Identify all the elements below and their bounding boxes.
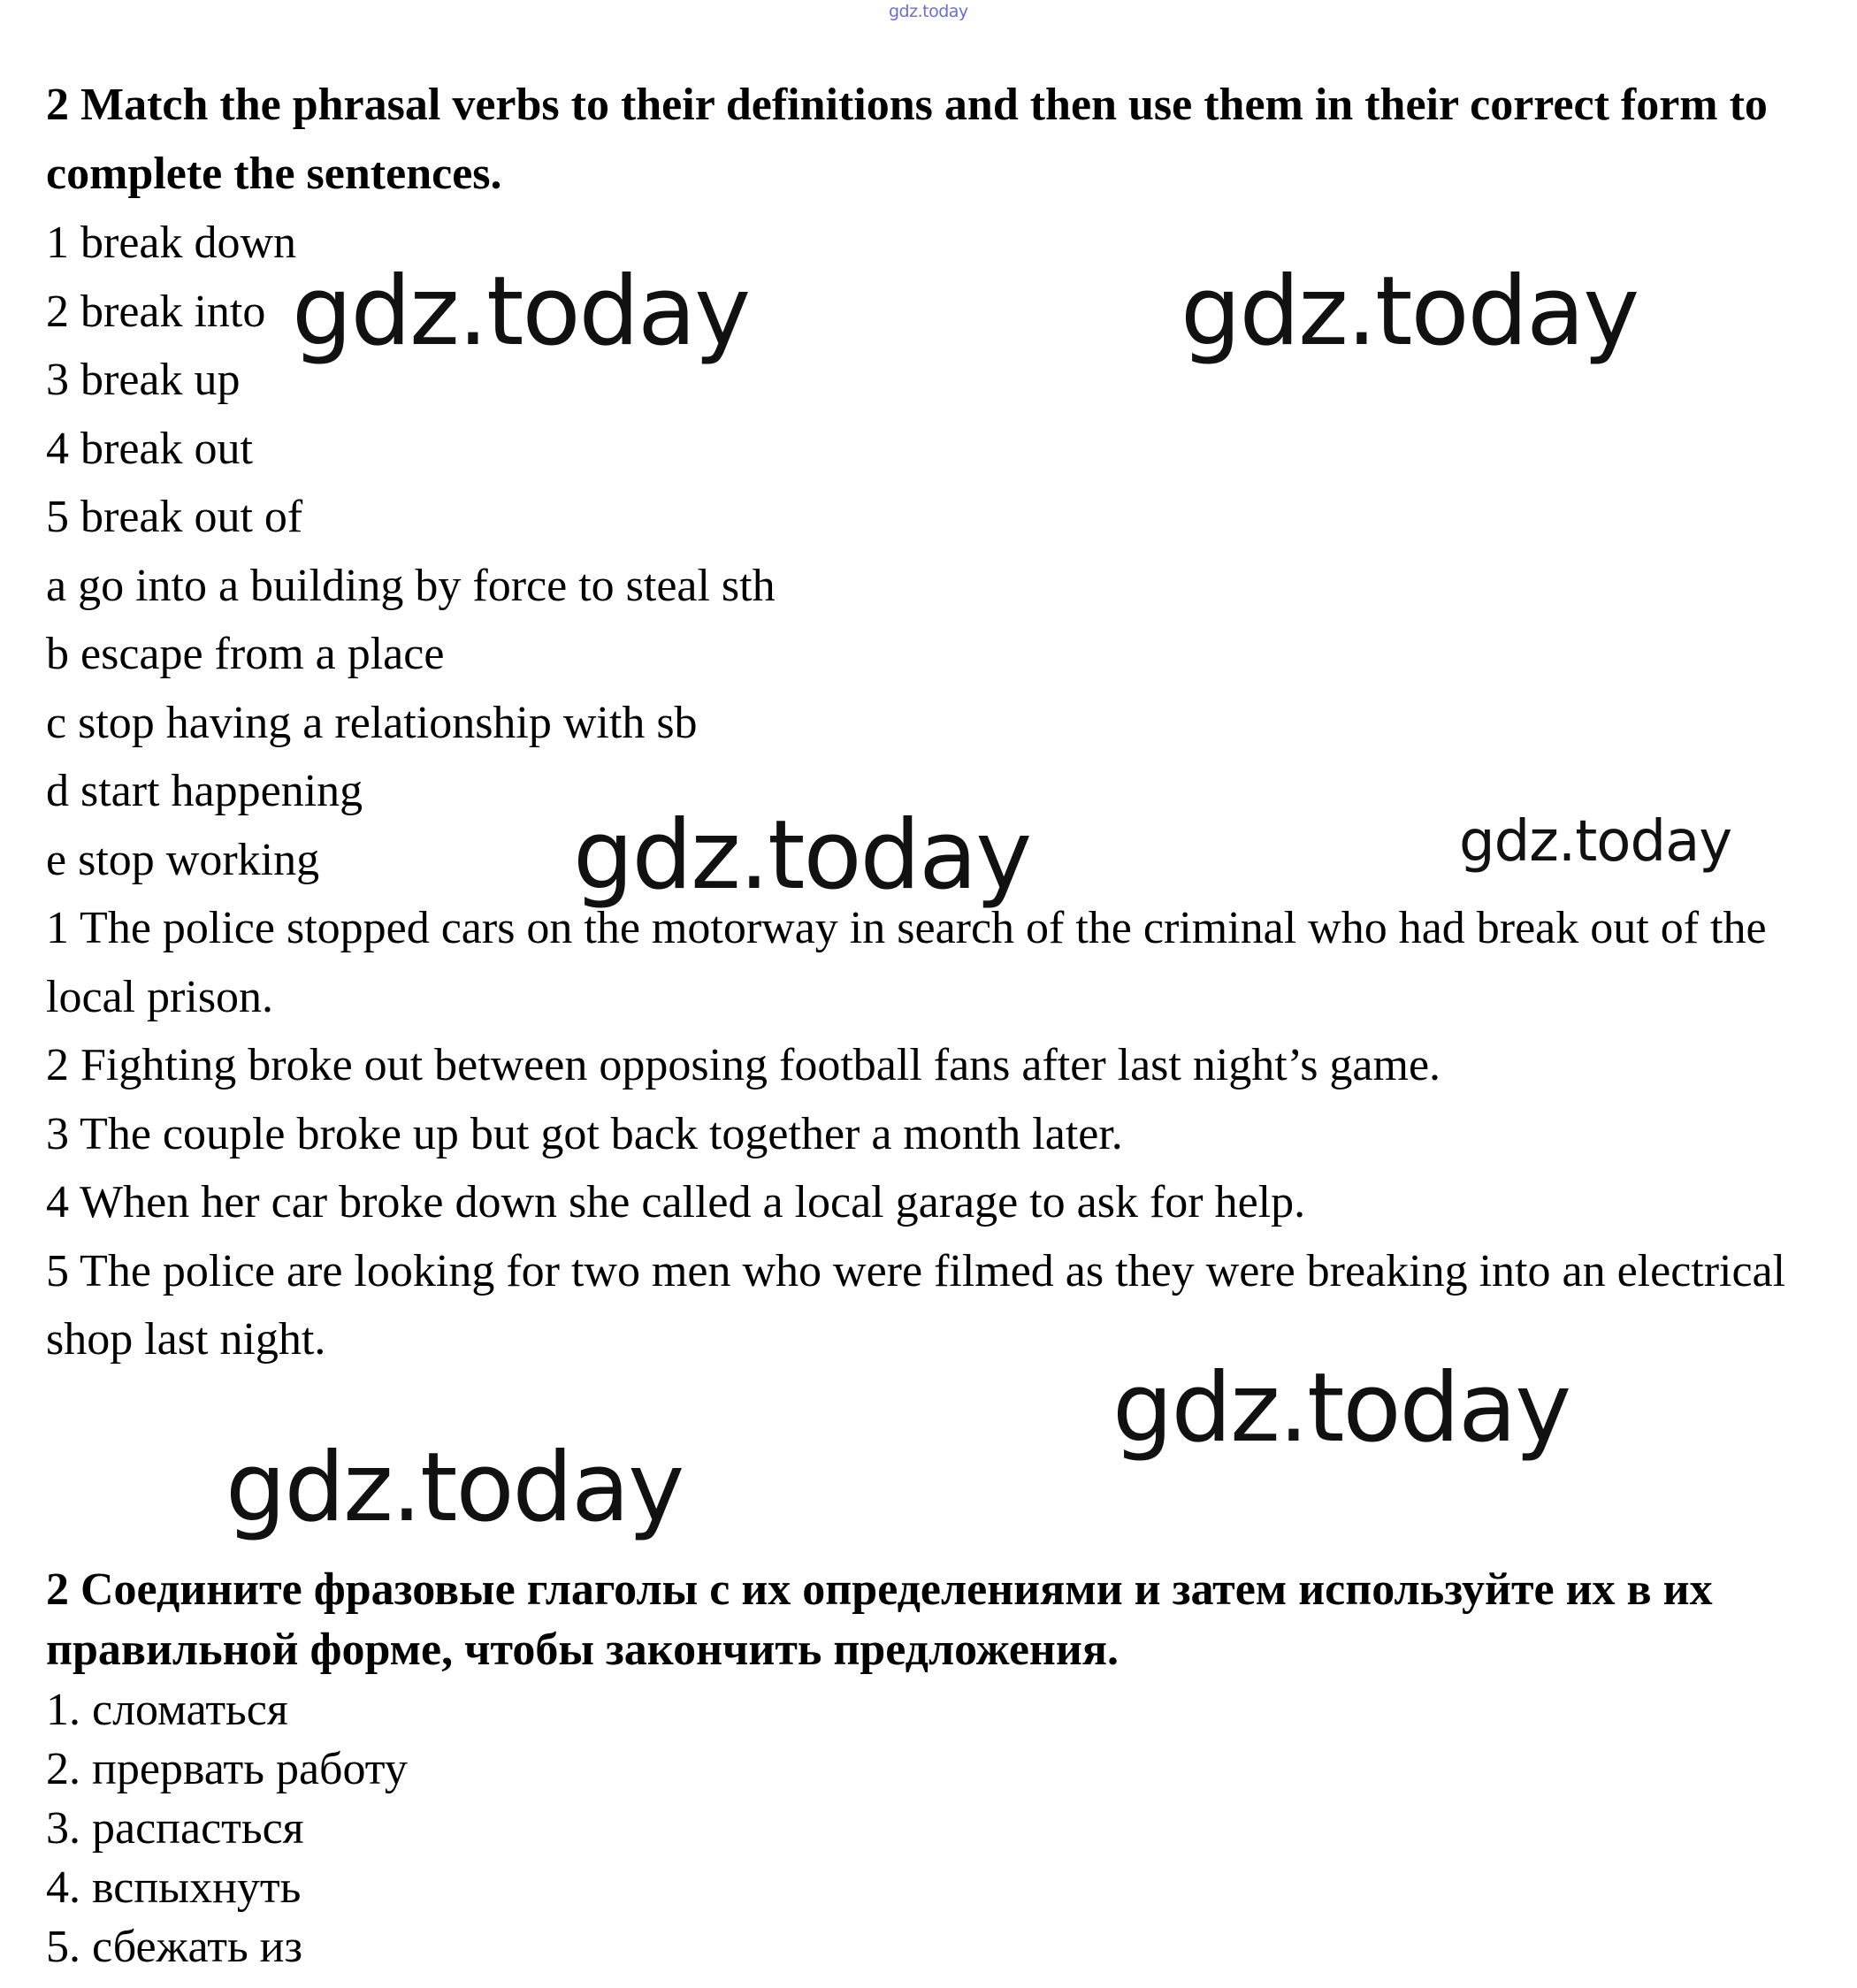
- translation-item: 4. вспыхнуть: [46, 1862, 302, 1913]
- definition-item: d start happening: [46, 766, 363, 816]
- definition-item: a go into a building by force to steal sth: [46, 560, 776, 611]
- answer-sentence: 5 The police are looking for two men who were filmed as they were breaking into an electrical shop last night.: [46, 1245, 1786, 1365]
- watermark: gdz.today: [1459, 809, 1732, 875]
- watermark: gdz.today: [292, 256, 750, 367]
- verb-item: 4 break out: [46, 423, 253, 474]
- header-watermark: gdz.today: [889, 2, 968, 21]
- definition-item: b escape from a place: [46, 629, 445, 679]
- translation-item: 3. распасться: [46, 1802, 304, 1854]
- watermark: gdz.today: [225, 1433, 684, 1543]
- definition-item: c stop having a relationship with sb: [46, 697, 698, 748]
- answer-sentence: 3 The couple broke up but got back together a month later.: [46, 1108, 1123, 1159]
- watermark: gdz.today: [1112, 1353, 1570, 1464]
- definition-item: e stop working: [46, 834, 320, 885]
- translation-item: 2. прервать работу: [46, 1743, 408, 1794]
- verb-item: 5 break out of: [46, 492, 303, 542]
- answer-sentence: 2 Fighting broke out between opposing football fans after last night’s game.: [46, 1040, 1441, 1090]
- verb-item: 3 break up: [46, 355, 241, 405]
- verb-item: 2 break into: [46, 286, 266, 337]
- answer-sentence: 1 The police stopped cars on the motorway in search of the criminal who had break out of the local prison.: [46, 903, 1767, 1022]
- watermark: gdz.today: [1181, 256, 1639, 367]
- answer-sentence: 4 When her car broke down she called a local garage to ask for help.: [46, 1177, 1306, 1227]
- watermark: gdz.today: [573, 800, 1031, 911]
- exercise-title-en: 2 Match the phrasal verbs to their definitions and then use them in their correct form to complete the sentences.: [46, 80, 1768, 199]
- translation-item: 5. сбежать из: [46, 1921, 303, 1972]
- verb-item: 1 break down: [46, 218, 297, 268]
- exercise-title-ru: 2 Соедините фразовые глаголы с их определениями и затем используйте их в их правильной форме, чтобы закончить предложения.: [46, 1564, 1713, 1675]
- translation-item: 1. сломаться: [46, 1684, 288, 1735]
